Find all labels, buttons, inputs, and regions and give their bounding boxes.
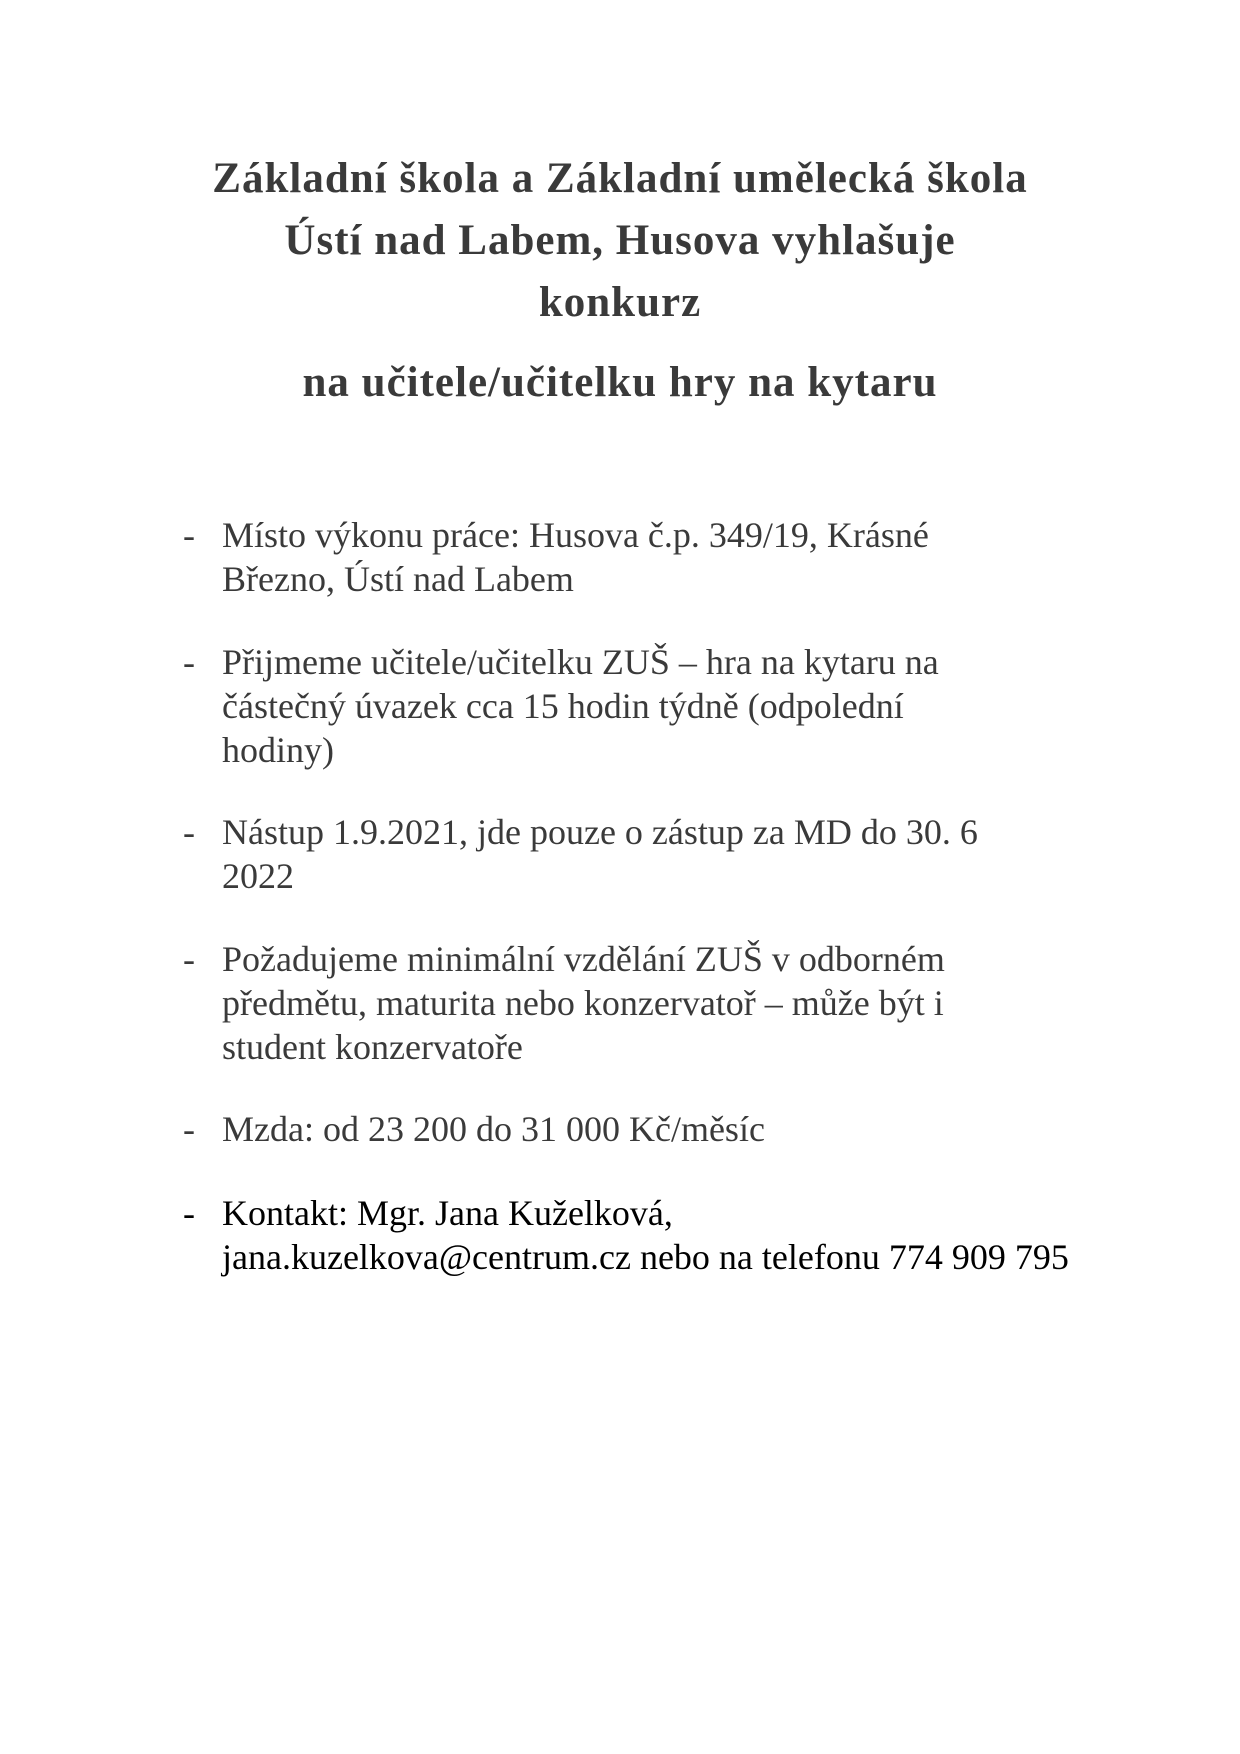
list-item-line: Mzda: od 23 200 do 31 000 Kč/měsíc xyxy=(222,1109,765,1149)
list-item-text xyxy=(222,513,1122,601)
list-item-text xyxy=(222,640,1122,772)
dash-bullet: - xyxy=(183,812,195,852)
title-line-1: Základní škola a Základní umělecká škola xyxy=(212,155,1028,202)
list-item-text xyxy=(222,937,1122,1069)
list-item-text xyxy=(222,1191,1222,1279)
list-item-text xyxy=(222,1107,1122,1151)
list-item-line: Požadujeme minimální vzdělání ZUŠ v odborném xyxy=(222,939,945,979)
list-item-line: částečný úvazek cca 15 hodin týdně (odpolední xyxy=(222,686,904,726)
title-line-3: konkurz xyxy=(538,279,702,326)
contact-email-phone-line[interactable]: jana.kuzelkova@centrum.cz nebo na telefonu 774 909 795 xyxy=(222,1237,1069,1277)
title-line-2: Ústí nad Labem, Husova vyhlašuje xyxy=(284,217,956,264)
list-item-line: hodiny) xyxy=(222,730,334,770)
list-item-line: Místo výkonu práce: Husova č.p. 349/19, Krásné xyxy=(222,515,929,555)
list-item-line: Přijmeme učitele/učitelku ZUŠ – hra na kytaru na xyxy=(222,642,939,682)
list-item-line: 2022 xyxy=(222,856,294,896)
list-item-line: Nástup 1.9.2021, jde pouze o zástup za MD do 30. 6 xyxy=(222,812,978,852)
list-item-line: předmětu, maturita nebo konzervatoř – může být i xyxy=(222,983,944,1023)
list-item-line: student konzervatoře xyxy=(222,1027,523,1067)
dash-bullet: - xyxy=(183,1193,195,1233)
dash-bullet: - xyxy=(183,642,195,682)
list-item-text xyxy=(222,810,1122,898)
list-item-line: Březno, Ústí nad Labem xyxy=(222,559,574,599)
dash-bullet: - xyxy=(183,1109,195,1149)
subtitle-line: na učitele/učitelku hry na kytaru xyxy=(302,359,938,406)
dash-bullet: - xyxy=(183,515,195,555)
contact-name-line: Kontakt: Mgr. Jana Kuželková, xyxy=(222,1193,673,1233)
dash-bullet: - xyxy=(183,939,195,979)
